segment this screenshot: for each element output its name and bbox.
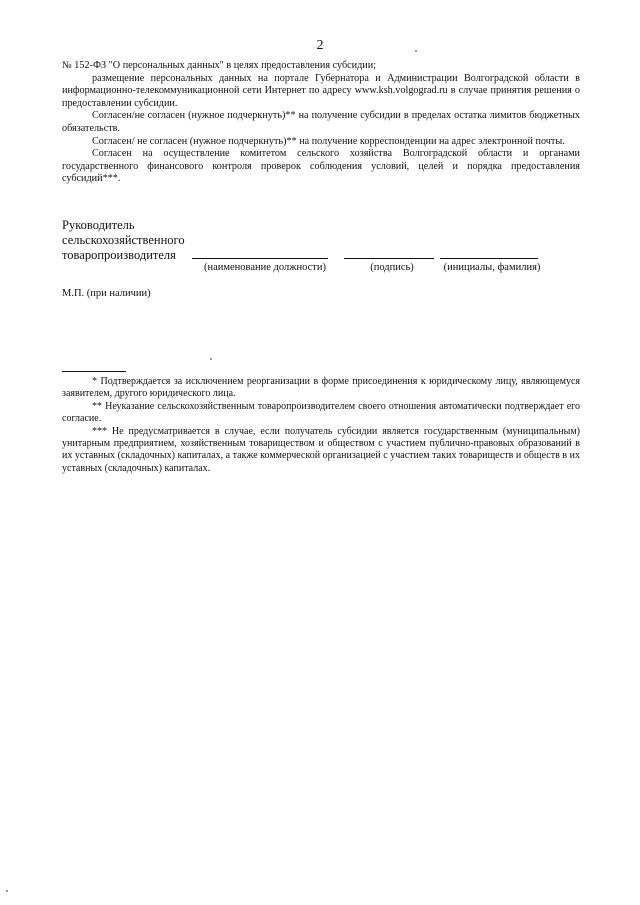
role-line: сельскохозяйственного (62, 233, 185, 247)
paragraph-email-consent: Согласен/ не согласен (нужное подчеркнуть)** на получение корреспонденции на адрес электронной почты. (92, 135, 565, 147)
consent-text (62, 60, 580, 186)
position-caption: (наименование должности) (203, 262, 327, 273)
paragraph-law-reference: № 152-ФЗ "О персональных данных" в целях предоставления субсидии; (62, 60, 377, 71)
scan-speck (6, 890, 8, 892)
signature-caption: (подпись) (370, 262, 414, 273)
position-line (192, 258, 328, 259)
scan-speck (210, 358, 212, 360)
paragraph-data-publication: размещение персональных данных на портале Губернатора и Администрации Волгоградской области в информационно-телекоммуникационной сети Интернет по адресу www.ksh.volgograd.ru в случае принятия решения о предоставлении субсидии. (62, 72, 580, 109)
footnotes (62, 376, 580, 475)
stamp-placeholder: М.П. (при наличии) (62, 288, 151, 299)
role-line: товаропроизводителя (62, 248, 176, 262)
footnote-2: ** Неуказание сельскохозяйственным товаропроизводителем своего отношения автоматически подтверждает его согласие. (62, 400, 580, 425)
footnote-1: * Подтверждается за исключением реорганизации в форме присоединения к юридическому лицу, являющемуся заявителем, другого юридического лица. (62, 376, 580, 400)
name-caption: (инициалы, фамилия) (443, 262, 541, 273)
paragraph-inspection-consent: Согласен на осуществление комитетом сельского хозяйства Волгоградской области и органами государственного финансового контроля проверок соблюдения условий, целей и порядка предоставления субсидий***. (62, 148, 580, 185)
footnote-3: *** Не предусматривается в случае, если получатель субсидии является государственным (муниципальным) унитарным предприятием, хозяйственным товариществом и обществом с участием публично-правовых образований в их уставных (складочных) капиталах, а также коммерческой организацией с участием таких товариществ и обществ в их уставных (складочных) капиталах. (62, 425, 580, 474)
page-number: 2 (316, 38, 324, 53)
name-line (440, 258, 538, 259)
footnote-divider (62, 371, 126, 372)
scan-speck (415, 50, 417, 52)
paragraph-limits-consent: Согласен/не согласен (нужное подчеркнуть)** на получение субсидии в пределах остатка лимитов бюджетных обязательств. (62, 110, 580, 134)
signature-line (344, 258, 434, 259)
signatory-role (62, 218, 185, 263)
role-line: Руководитель (62, 218, 135, 232)
